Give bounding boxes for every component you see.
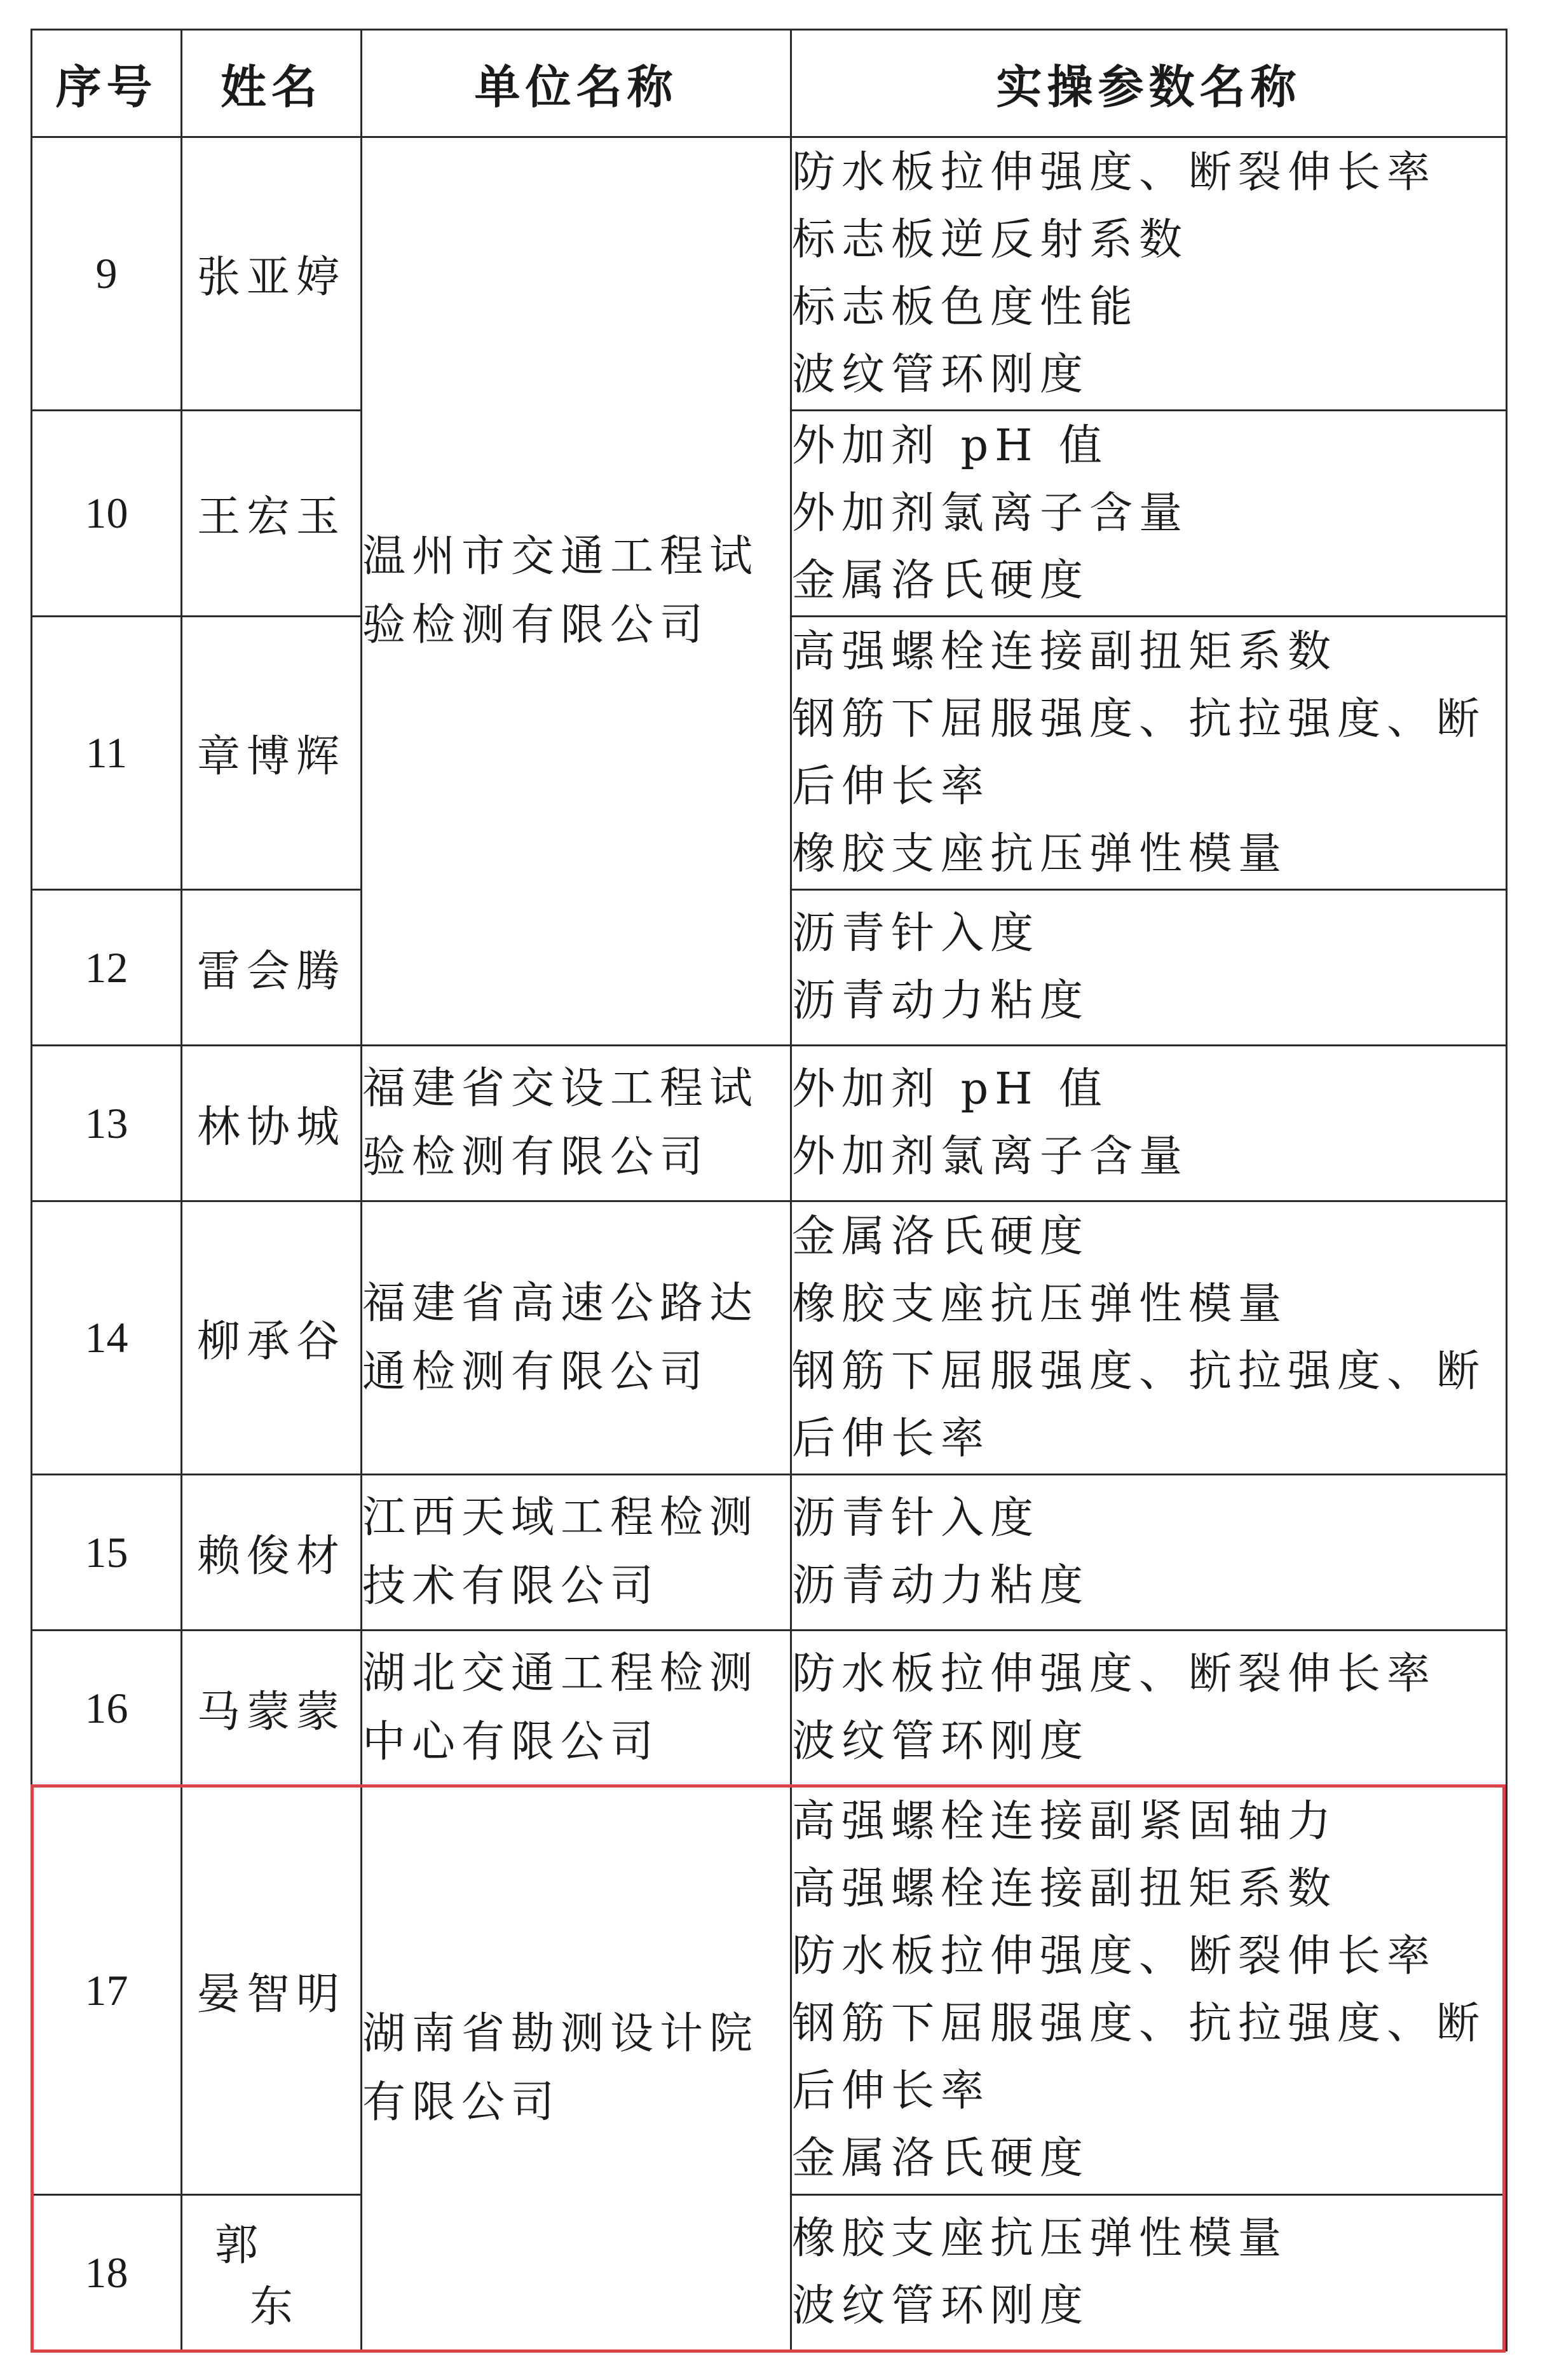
param-item: 外加剂氯离子含量 — [792, 1132, 1189, 1182]
table-row — [32, 1201, 1507, 1475]
param-item: 钢筋下屈服强度、抗拉强度、断 — [792, 1346, 1487, 1397]
table-row — [32, 1475, 1507, 1631]
row-seq: 17 — [32, 1786, 182, 2195]
param-item: 后伸长率 — [792, 2066, 991, 2116]
param-item: 沥青针入度 — [792, 1493, 1040, 1543]
param-item: 金属洛氏硬度 — [792, 1211, 1090, 1262]
table-row — [32, 1046, 1507, 1201]
header-row — [32, 30, 1507, 137]
param-item: 标志板逆反射系数 — [792, 214, 1189, 265]
row-unit: 福建省高速公路达通检测有限公司 — [362, 1201, 791, 1475]
param-item: 沥青动力粘度 — [792, 976, 1090, 1026]
row-params — [791, 617, 1507, 890]
param-item: 波纹管环刚度 — [792, 1716, 1090, 1767]
row-seq: 9 — [32, 137, 182, 411]
param-item: 钢筋下屈服强度、抗拉强度、断 — [792, 1999, 1487, 2049]
row-seq: 11 — [32, 617, 182, 890]
participant-table — [31, 29, 1508, 2351]
row-name: 赖俊材 — [182, 1475, 362, 1631]
header-params: 实操参数名称 — [791, 30, 1507, 137]
param-item: 高强螺栓连接副扭矩系数 — [792, 626, 1338, 677]
row-unit: 湖北交通工程检测中心有限公司 — [362, 1631, 791, 1786]
param-item: 金属洛氏硬度 — [792, 555, 1090, 606]
row-name: 柳承谷 — [182, 1201, 362, 1475]
row-name-text: 郭东 — [214, 2220, 363, 2332]
param-item: 橡胶支座抗压弹性模量 — [792, 2213, 1288, 2264]
param-item: 后伸长率 — [792, 1413, 991, 1464]
row-params — [791, 1475, 1507, 1631]
param-item: 橡胶支座抗压弹性模量 — [792, 1278, 1288, 1329]
row-params — [791, 1631, 1507, 1786]
row-name — [182, 2195, 362, 2351]
row-unit: 温州市交通工程试验检测有限公司 — [362, 137, 791, 1046]
row-params — [791, 2195, 1507, 2351]
row-seq: 18 — [32, 2195, 182, 2351]
row-params — [791, 1046, 1507, 1201]
row-name: 晏智明 — [182, 1786, 362, 2195]
param-item: 防水板拉伸强度、断裂伸长率 — [792, 1931, 1437, 1981]
row-unit: 江西天域工程检测技术有限公司 — [362, 1475, 791, 1631]
header-unit: 单位名称 — [362, 30, 791, 137]
row-name: 张亚婷 — [182, 137, 362, 411]
row-name: 章博辉 — [182, 617, 362, 890]
row-name: 林协城 — [182, 1046, 362, 1201]
row-seq: 12 — [32, 890, 182, 1046]
param-item: 橡胶支座抗压弹性模量 — [792, 828, 1288, 879]
row-params — [791, 411, 1507, 617]
row-seq: 14 — [32, 1201, 182, 1475]
table-row — [32, 137, 1507, 411]
row-seq: 15 — [32, 1475, 182, 1631]
param-item: 外加剂氯离子含量 — [792, 488, 1189, 538]
table-row — [32, 1631, 1507, 1786]
row-params — [791, 137, 1507, 411]
param-item: 外加剂 pH 值 — [792, 1064, 1109, 1114]
param-item: 高强螺栓连接副紧固轴力 — [792, 1796, 1338, 1847]
row-params — [791, 890, 1507, 1046]
param-item: 标志板色度性能 — [792, 282, 1140, 332]
param-item: 沥青针入度 — [792, 908, 1040, 959]
header-name: 姓名 — [182, 30, 362, 137]
param-item: 金属洛氏硬度 — [792, 2133, 1090, 2184]
row-name: 马蒙蒙 — [182, 1631, 362, 1786]
row-params — [791, 1786, 1507, 2195]
row-seq: 13 — [32, 1046, 182, 1201]
row-seq: 10 — [32, 411, 182, 617]
row-name: 王宏玉 — [182, 411, 362, 617]
param-item: 波纹管环刚度 — [792, 2281, 1090, 2331]
row-name: 雷会腾 — [182, 890, 362, 1046]
param-item: 波纹管环刚度 — [792, 349, 1090, 400]
table-row — [32, 1786, 1507, 2195]
row-unit: 福建省交设工程试验检测有限公司 — [362, 1046, 791, 1201]
param-item: 防水板拉伸强度、断裂伸长率 — [792, 1649, 1437, 1699]
header-seq: 序号 — [32, 30, 182, 137]
param-item: 沥青动力粘度 — [792, 1561, 1090, 1611]
param-item: 高强螺栓连接副扭矩系数 — [792, 1864, 1338, 1914]
param-item: 防水板拉伸强度、断裂伸长率 — [792, 147, 1437, 198]
row-seq: 16 — [32, 1631, 182, 1786]
param-item: 外加剂 pH 值 — [792, 420, 1109, 471]
param-item: 钢筋下屈服强度、抗拉强度、断 — [792, 694, 1487, 744]
row-params — [791, 1201, 1507, 1475]
param-item: 后伸长率 — [792, 761, 991, 812]
row-unit: 湖南省勘测设计院有限公司 — [362, 1786, 791, 2351]
